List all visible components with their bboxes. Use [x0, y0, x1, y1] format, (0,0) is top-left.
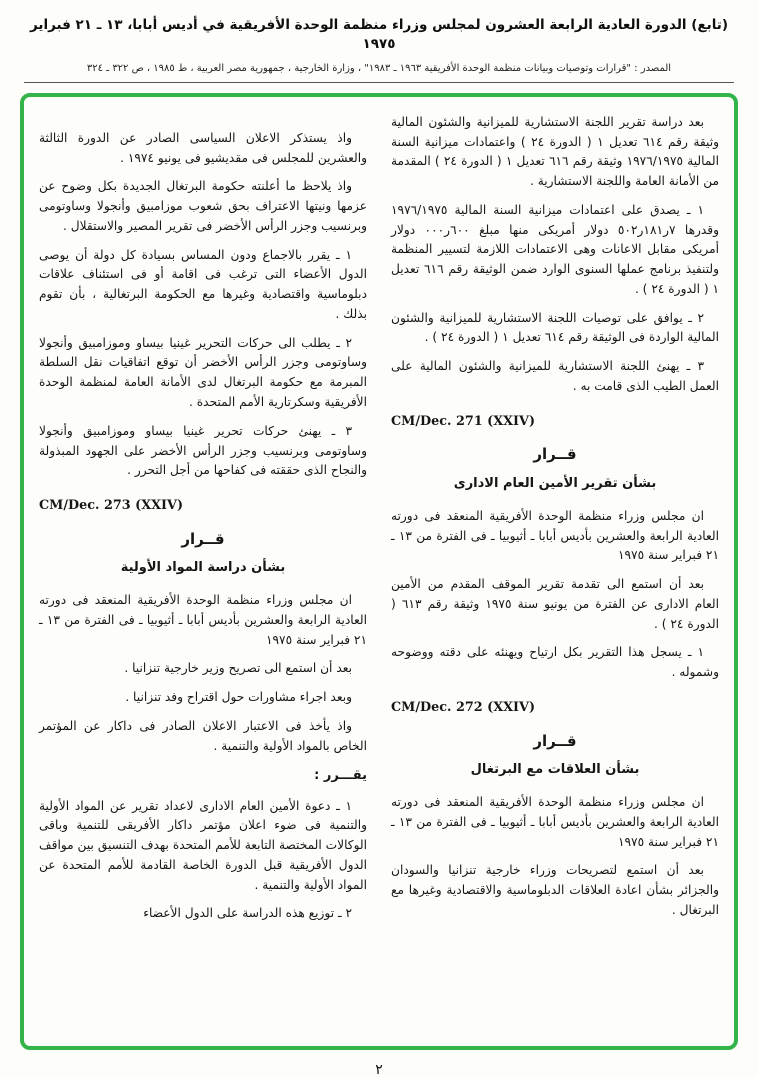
- decision-title: قــرار: [181, 529, 225, 548]
- source-line: المصدر : "قرارات وتوصيات وبيانات منظمة الوحدة الأفريقية ١٩٦٣ ـ ١٩٨٣" ، وزارة الخارجية ، جمهورية مصر العربية ، ط ١٩٨٥ ، ص ٣٢٢ ـ ٣٢٤: [86, 62, 672, 74]
- paragraph: ان مجلس وزراء منظمة الوحدة الأفريقية المنعقد فى دورته العادية الرابعة والعشرين بأديس أبابا ـ أثيوبيا ـ فى الفترة من ١٣ ـ ٢١ فبراير سنة ١٩٧٥: [39, 593, 367, 647]
- paragraph: ٢ ـ توزيع هذه الدراسة على الدول الأعضاء: [143, 906, 352, 921]
- paragraph: ٣ ـ يهنئ حركات تحرير غينيا بيساو وموزامبيق وأنجولا وساوتومى وبرنسيب وجزر الرأس الأخضر على الجهود المبذولة والنجاح الذى حققته فى كفاحها من أجل التحرر .: [39, 423, 367, 478]
- page-header: [0, 0, 758, 83]
- document-title: (تابع) الدورة العادية الرابعة العشرون لمجلس وزراء منظمة الوحدة الأفريقية في أديس أبابا، ١٣ ـ ٢١ فبراير ١٩٧٥: [29, 17, 729, 52]
- paragraph: ان مجلس وزراء منظمة الوحدة الأفريقية المنعقد فى دورته العادية الرابعة والعشرين بأديس أبابا ـ أثيوبيا ـ فى الفترة من ١٣ ـ ٢١ فبراير سنة ١٩٧٥: [391, 508, 719, 563]
- paragraph: بعد دراسة تقرير اللجنة الاستشارية للميزانية والشئون المالية وثيقة رقم ٦١٤ تعديل ١ ( الدورة ٢٤ ) واعتمادات ميزانية السنة المالية ١٩٧٦/١٩٧٥ وثيقة رقم ٦١٦ تعديل ١ ( الدورة ٢٤ ) المقدمة من الأمانة العامة واللجنة الاستشارية .: [391, 114, 720, 189]
- page-number: ٢: [375, 1062, 383, 1078]
- paragraph: ٢ ـ يوافق على توصيات اللجنة الاستشارية للميزانية والشئون المالية الواردة فى الوثيقة رقم ٦١٤ تعديل ١ ( الدورة ٢٤ ) .: [391, 310, 719, 345]
- paragraph: ١ ـ يسجل هذا التقرير بكل ارتياح ويهنئه على دقته ووضوحه وشموله .: [391, 645, 719, 680]
- decision-ref: CM/Dec. 273 (XXIV): [39, 498, 184, 514]
- text-columns: [39, 113, 719, 1038]
- decision-ref: CM/Dec. 272 (XXIV): [391, 699, 536, 715]
- paragraph: ٣ ـ يهنئ اللجنة الاستشارية للميزانية والشئون المالية على العمل الطيب الذى قامت به .: [391, 359, 719, 393]
- paragraph: ١ ـ يقرر بالاجماع ودون المساس بسيادة كل دولة أن يوصى الدول الأعضاء التى ترغب فى اقامة أو فى استئناف علاقات دبلوماسية واقتصادية وغيرها مع الحكومة البرتغالية ، بأن تقوم بذلك .: [39, 247, 367, 321]
- paragraph: واذ يستذكر الاعلان السياسى الصادر عن الدورة الثالثة والعشرين للمجلس فى مقديشيو فى يونيو ١٩٧٤ .: [39, 130, 367, 165]
- paragraph: بعد أن استمع الى تقدمة تقرير الموقف المقدم من الأمين العام الادارى عن الفترة من يونيو سنة ١٩٧٥ وثيقة رقم ٦١٣ ( الدورة ٢٤ ) .: [391, 577, 719, 631]
- column-right: [391, 113, 719, 1038]
- paragraph: ١ ـ يصدق على اعتمادات ميزانية السنة المالية ١٩٧٦/١٩٧٥ وقدرها ٧ر١٨١ر٥٠٢ دولار أمريكى منها مبلغ ٦٠٠ر٠٠٠ دولار أمريكى مقابل الاعانات وهى الاعتمادات اللازمة لتسيير المنظمة ولتنفيذ برنامج عملها السنوى الوارد ضمن الوثيقة رقم ٦١٦ تعديل ١ ( الدورة ٢٤ ) .: [391, 202, 720, 296]
- decision-title: قــرار: [533, 731, 577, 750]
- decision-title: قــرار: [533, 445, 577, 464]
- decision-ref: CM/Dec. 271 (XXIV): [391, 413, 536, 429]
- page-footer: [0, 1050, 758, 1078]
- decision-subject: بشأن دراسة المواد الأولية: [120, 560, 286, 576]
- paragraph: ٢ ـ يطلب الى حركات التحرير غينيا بيساو وموزامبيق وأنجولا وساوتومى وجزر الرأس الأخضر أن توقع اتفاقيات نقل السلطة المبرمة مع حكومة البرتغال لدى الأمانة العامة لمنظمة الوحدة الأفريقية وسكرتارية الأمم المتحدة .: [39, 335, 367, 409]
- decree-lead: يقـــرر :: [314, 768, 367, 784]
- decision-subject: بشأن تقرير الأمين العام الادارى: [453, 475, 657, 491]
- paragraph: بعد أن استمع الى تصريح وزير خارجية تنزانيا .: [124, 661, 352, 676]
- paragraph: واذ يأخذ فى الاعتبار الاعلان الصادر فى داكار عن المؤتمر الخاص بالمواد الأولية والتنمية .: [39, 718, 367, 753]
- paragraph: بعد أن استمع لتصريحات وزراء خارجية تنزانيا والسودان والجزائر بشأن اعادة العلاقات الدبلوماسية والاقتصادية وغيرها مع البرتغال .: [391, 863, 719, 917]
- header-divider: [24, 82, 734, 83]
- paragraph: ان مجلس وزراء منظمة الوحدة الأفريقية المنعقد فى دورته العادية الرابعة والعشرين بأديس أبابا ـ أثيوبيا ـ فى الفترة من ١٣ ـ ٢١ فبراير سنة ١٩٧٥: [391, 794, 719, 849]
- paragraph: واذ يلاحظ ما أعلنته حكومة البرتغال الجديدة بكل وضوح عن عزمها ونيتها الاعتراف بحق شعوب موزامبيق وأنجولا وساوتومى وبرنسيب وجزر الرأس الأخضر فى تقرير المصير والاستقلال .: [39, 179, 367, 233]
- decision-subject: بشأن العلاقات مع البرتغال: [470, 761, 640, 777]
- paragraph: ١ ـ دعوة الأمين العام الادارى لاعداد تقرير عن المواد الأولية والتنمية فى ضوء اعلان مؤتمر داكار الأفريقى للتنمية وباقى الوكالات المختصة التابعة للأمم المتحدة بهدف التنسيق بين مواقف الدول الأفريقية قبل الدورة الخاصة القادمة للأمم المتحدة عن المواد الأولية والتنمية .: [39, 798, 367, 892]
- column-left: [39, 113, 367, 1038]
- content-frame: [20, 93, 738, 1050]
- paragraph: وبعد اجراء مشاورات حول اقتراح وفد تنزانيا .: [125, 690, 352, 705]
